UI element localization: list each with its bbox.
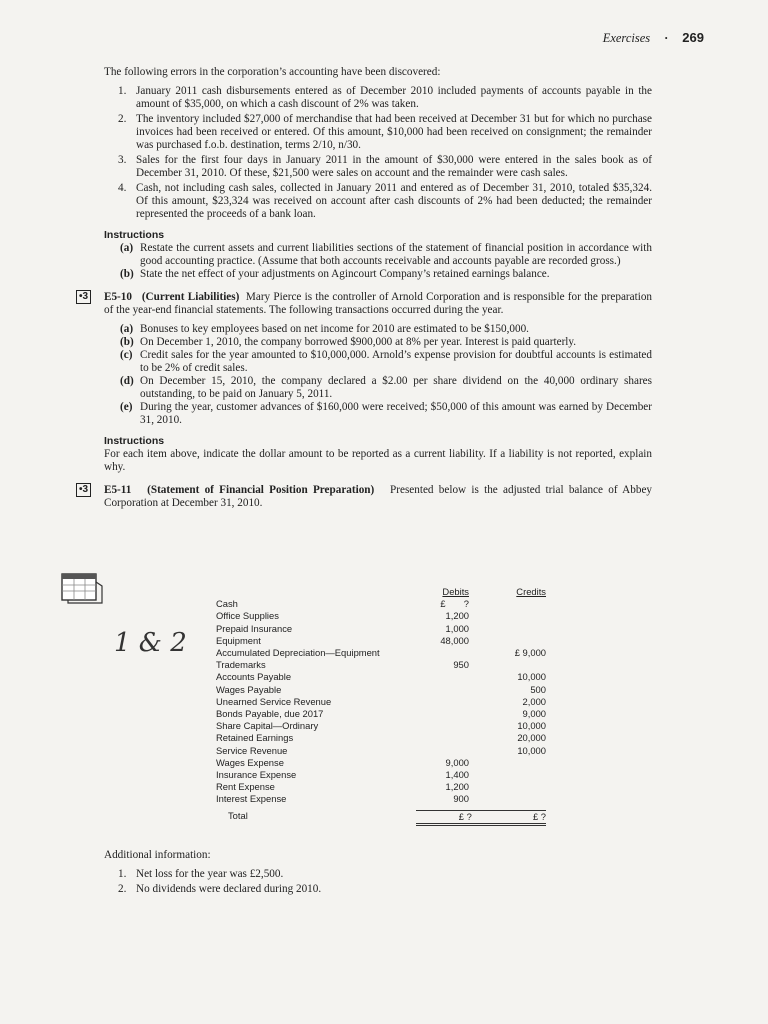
spreadsheet-icon [58, 570, 106, 606]
debit-cell [411, 671, 469, 683]
credit-cell [469, 757, 546, 769]
table-row [216, 659, 546, 671]
account-cell: Cash [216, 598, 238, 610]
item-letter: (b) [120, 336, 134, 348]
credit-cell [469, 610, 546, 622]
exercise-e5-10 [79, 291, 653, 317]
credit-cell [469, 793, 546, 805]
item-letter: (d) [120, 375, 134, 387]
debits-header: Debits [442, 586, 469, 597]
item-number: 1. [118, 85, 127, 97]
credit-cell [469, 623, 546, 635]
item-number: 1. [118, 868, 127, 880]
item-number: 2. [118, 113, 127, 125]
credit-cell: 10,000 [517, 720, 546, 732]
debit-cell: 1,000 [445, 622, 469, 634]
table-row [216, 635, 546, 647]
page-body [79, 66, 653, 510]
item-number: 2. [118, 883, 127, 895]
item-text: On December 15, 2010, the company declared a $2.00 per share dividend on the 40,000 ordinary shares outstanding, to be paid on January 5, 2011. [140, 375, 652, 400]
debit-cell [411, 745, 469, 757]
page-header [603, 30, 704, 46]
table-row [216, 793, 546, 805]
exercise-id: E5-10 [104, 291, 132, 303]
credit-cell: £ 9,000 [514, 647, 546, 659]
list-item [118, 85, 652, 111]
credit-cell: 2,000 [522, 695, 546, 707]
item-text: Credit sales for the year amounted to $10,000,000. Arnold’s expense provision for doubtful accounts is estimated to be 2% of credit sales. [140, 349, 652, 374]
list-item [120, 242, 652, 268]
running-head: Exercises [602, 31, 651, 45]
instructions-text: For each item above, indicate the dollar amount to be reported as a current liability. If a liability is not reported, explain why. [104, 448, 652, 473]
item-text: Cash, not including cash sales, collected in January 2011 and entered as of December 31, 2010, totaled $35,324. Of this amount, $23,324 was received on account after cash discounts of 2% had been deducted; the remainder represented the proceeds of a bank loan. [136, 182, 652, 220]
additional-label: Additional information: [104, 849, 211, 861]
account-cell: Rent Expense [216, 781, 275, 793]
item-text: Restate the current assets and current liabilities sections of the statement of financial position in accordance with good accounting practice. (Assume that both accounts receivable and accounts payable are recorded gross.) [140, 242, 652, 267]
table-row [216, 720, 546, 732]
item-letter: (a) [120, 323, 134, 335]
credit-cell [469, 769, 546, 781]
list-item [118, 182, 652, 221]
credit-cell [469, 781, 546, 793]
credit-cell [469, 659, 546, 671]
list-item [120, 349, 652, 375]
page-number: 269 [682, 30, 704, 45]
account-cell: Service Revenue [216, 744, 288, 756]
account-cell: Equipment [216, 634, 261, 646]
debit-cell [411, 696, 469, 708]
list-item [120, 375, 652, 401]
account-cell: Retained Earnings [216, 732, 294, 744]
item-text: Net loss for the year was £2,500. [136, 868, 284, 880]
account-cell: Office Supplies [216, 610, 279, 622]
total-row [216, 810, 546, 826]
exercise-text: Presented below is the adjusted trial balance of Abbey Corporation at December 31, 2010. [104, 484, 653, 509]
debit-cell: 48,000 [440, 634, 469, 646]
item-text: On December 1, 2010, the company borrowed $900,000 at 8% per year. Interest is paid quarterly. [140, 336, 577, 348]
instructions-list [104, 242, 652, 281]
item-letter: (c) [120, 349, 133, 361]
debit-cell [411, 647, 469, 659]
credit-cell: 20,000 [517, 732, 546, 744]
item-text: No dividends were declared during 2010. [136, 883, 322, 895]
debit-cell: 900 [453, 793, 469, 805]
item-text: The inventory included $27,000 of merchandise that had been received at December 31 but for which no purchase invoices had been received or entered. Of this amount, $10,000 had been received on consignment; the remainder was purchased f.o.b. destination, terms 2/10, n/30. [136, 113, 652, 151]
transactions-list [104, 323, 652, 427]
list-item [120, 323, 652, 336]
table-row [216, 769, 546, 781]
trial-balance-table [216, 586, 546, 826]
debit-cell: 9,000 [445, 756, 469, 768]
objective-badge: •3 [76, 483, 91, 497]
credits-header: Credits [516, 586, 546, 597]
header-dot: · [664, 31, 669, 45]
credit-cell [469, 598, 546, 610]
objective-badge: •3 [76, 290, 91, 304]
table-header [216, 586, 546, 598]
account-cell: Bonds Payable, due 2017 [216, 708, 324, 720]
item-text: State the net effect of your adjustments on Agincourt Company’s retained earnings balance. [140, 268, 550, 280]
credit-cell: 9,000 [522, 708, 546, 720]
additional-information [104, 849, 604, 898]
list-item [118, 154, 652, 180]
table-row [216, 610, 546, 622]
account-cell: Interest Expense [216, 793, 287, 805]
item-letter: (b) [120, 268, 134, 280]
credit-cell: 500 [530, 683, 546, 695]
total-debit: £ ? [416, 810, 472, 826]
exercise-title: (Current Liabilities) [141, 291, 240, 303]
account-cell: Unearned Service Revenue [216, 695, 332, 707]
table-row [216, 623, 546, 635]
item-text: January 2011 cash disbursements entered as of December 2010 included payments of accounts payable in the amount of $35,000, on which a cash discount of 2% was taken. [136, 85, 652, 110]
account-cell: Prepaid Insurance [216, 622, 293, 634]
table-row [216, 745, 546, 757]
table-row [216, 671, 546, 683]
item-number: 3. [118, 154, 127, 166]
list-item [118, 868, 604, 881]
debit-cell [411, 708, 469, 720]
debit-cell [411, 684, 469, 696]
errors-list [104, 85, 652, 221]
instructions-heading: Instructions [104, 435, 165, 447]
list-item [120, 268, 652, 281]
table-row [216, 757, 546, 769]
debit-cell: 950 [453, 659, 469, 671]
exercise-e5-11 [79, 484, 653, 510]
debit-cell: 1,200 [445, 610, 469, 622]
exercise-title: (Statement of Financial Position Preparation) [147, 484, 375, 496]
debit-cell: £ ? [440, 598, 469, 610]
item-letter: (e) [120, 401, 133, 413]
list-item [118, 113, 652, 152]
table-row [216, 696, 546, 708]
table-row [216, 684, 546, 696]
total-label: Total [228, 809, 248, 821]
item-number: 4. [118, 182, 127, 194]
total-credit: £ ? [472, 810, 546, 826]
table-row [216, 647, 546, 659]
debit-cell: 1,400 [445, 769, 469, 781]
account-cell: Wages Expense [216, 756, 284, 768]
list-item [120, 401, 652, 427]
list-item [118, 883, 604, 896]
debit-cell [411, 732, 469, 744]
instructions-heading: Instructions [104, 229, 165, 241]
item-text: Sales for the first four days in January 2011 in the amount of $30,000 were entered in the sales book as of December 31, 2010. Of these, $21,500 were sales on account and the remainder were cash sales. [136, 154, 652, 179]
account-cell: Accounts Payable [216, 671, 292, 683]
list-item [120, 336, 652, 349]
handwritten-note: 1 & 2 [114, 628, 187, 658]
exercise-text: Mary Pierce is the controller of Arnold Corporation and is responsible for the preparation of the year-end financial statements. The following transactions occurred during the year. [104, 291, 653, 316]
errors-intro: The following errors in the corporation’s accounting have been discovered: [104, 66, 441, 78]
account-cell: Insurance Expense [216, 769, 297, 781]
credit-cell: 10,000 [517, 744, 546, 756]
additional-list [104, 868, 604, 896]
item-text: During the year, customer advances of $160,000 were received; $50,000 of this amount was earned by December 31, 2010. [140, 401, 652, 426]
table-row [216, 598, 546, 610]
debit-cell: 1,200 [445, 781, 469, 793]
account-cell: Trademarks [216, 659, 266, 671]
table-row [216, 732, 546, 744]
exercise-id: E5-11 [104, 484, 132, 496]
item-letter: (a) [120, 242, 134, 254]
table-row [216, 781, 546, 793]
credit-cell: 10,000 [517, 671, 546, 683]
credit-cell [469, 635, 546, 647]
account-cell: Accumulated Depreciation—Equipment [216, 647, 380, 659]
account-cell: Wages Payable [216, 683, 282, 695]
account-cell: Share Capital—Ordinary [216, 720, 319, 732]
debit-cell [411, 720, 469, 732]
table-body [216, 598, 546, 805]
table-row [216, 708, 546, 720]
item-text: Bonuses to key employees based on net income for 2010 are estimated to be $150,000. [140, 323, 529, 335]
